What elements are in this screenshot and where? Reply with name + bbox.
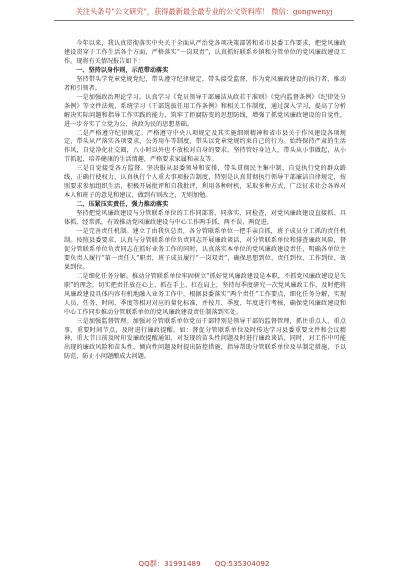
paragraph: 二是细化任务分解。推动分管联系单位牢固树立“抓好党风廉政建设是本职，不抓党风廉政建设是失职”的理念，切实把责任放在心上、抓在手上、扛在肩上，坚持每季度研究一次党风廉政工作。及时把将风廉政建设具体内容有机地融入业务工作中，根据县委落实“两个责任”工作要点，细化任务分解，实现人员、任务、时间、季度等相对对应的量化标准，并按月、季度、年度进行考核，确保党风廉政建设和中心工作同步推动分管联系单位的党风廉政建设责任制落到实处。 [64,272,346,316]
paragraph: 一是完善责任机制。建立了由我负总责，各分管联系单位一把手亲自抓，班子成员分工抓的责任机制。按照县委要求，认真与分管联系单位负责同志开展廉政谈话，对分管联系单位和排查廉政风险，督促分管联系单位负责同志在抓好业务工作的同时，认真落实本单位的党风廉政建设责任，明确各单位主要负责人履行“第一责任人”职责，班子成员履行“一岗双责”，确保思想到位、责任到位、工作到位、效果到位。 [64,228,346,271]
paragraph-intro: 今年以来，我认真贯彻落实中央关于全面从严治党各项决策部署和省市县委工作要求，把党风廉政建设贯穿于工作生活各个方面，严格落实“一岗双责”，认真抓好联系乡镇和分管单位的党风廉政建设工作。现将有关情况报告如下： [64,40,346,65]
section-heading-1: 一、坚持以身作则，示范带动落实 [76,66,169,74]
paragraph: 坚持把党风廉政建设与分管联系单位的工作同部署、同落实、同检查，对党风廉政建设直接抓、具体抓、经常抓，有效推动党风廉政建设与中心工作两手抓、两不误、两促进。 [64,210,346,227]
section-heading-2: 二、压紧压实责任，强力推动落实 [76,201,169,209]
footer-contact [0,559,408,569]
header-banner: 关注头条号"公文研究"，获得最新最全最专业的公文资料库！ 微信：gongwenyj [54,6,354,21]
footer-qq: QQ:535304092 [214,559,270,568]
document-body [64,40,346,362]
paragraph: 一是加强政治理论学习。认真学习《党员领导干部廉洁从政若干准则》《党内监督条例》《纪律处分条例》等文件法规，系统学习《干部选拔任用工作条例》和相关工作制度，通过深入学习，提高了分析解决实际问题和指导工作实践的能力，筑牢了拒腐防变的思想防线，增强了抓党风廉政建设的自觉性，进一步夯实了立党为公、执政为民的思想基础。 [64,93,346,128]
paragraph: 二是严格遵守纪律规定。严格遵守中央八项规定及其实施细则精神和省市县关于作风建设各项规定，带头从严落实各项要求，公务用车等制度，带头以党章党规约束自己的行为。始终保持严肃的生活作风，自觉净化社交圈，八小时以外也不放松对自身的要求。坚持管好身边人，带头从小事做起，从小节抓起，培养健康的生活情趣，严格要求家属和亲友等。 [64,129,346,164]
footer-qq-group: QQ群：31991489 [138,559,201,568]
paragraph: 坚持带头学党章党规党纪、带头遵守纪律规定、带头接受监督，作为党风廉政建设的执行者、推动者和引领者。 [64,75,346,92]
paragraph: 三是自觉接受各方监督。坚决服从县委领导和安排，带头贯彻民主集中制，自觉执行党的群众路线，正确行使权力，认真执行个人重大事项报告制度，特别是认真贯彻执行领导干部廉洁自律规定，按照要求参加组织生活，积极开展批评和自我批评，利用各种时机，采取多种方式，广泛征求社会各界对本人和班子的意见和建议，做到有则改之，无则加勉。 [64,165,346,200]
paragraph: 三是加强监督管理。加强对分管联系单位党员干部特别是领导干部的监督管理，抓住重点人、重点事、重要时间节点，及时进行廉政提醒。如：督促分管联系单位及时传达学习县委重要文件和会议精神，重大节日前及时印发廉政提醒通知，对发现的苗头性问题及时进行廉政谈话，同时，对工作中可能出现的廉政风险和苗头性、倾向性问题及时提出防控措施，指导帮助分管联系单位及早制定措施，予以防范，防止小问题酿成大问题。 [64,317,346,361]
